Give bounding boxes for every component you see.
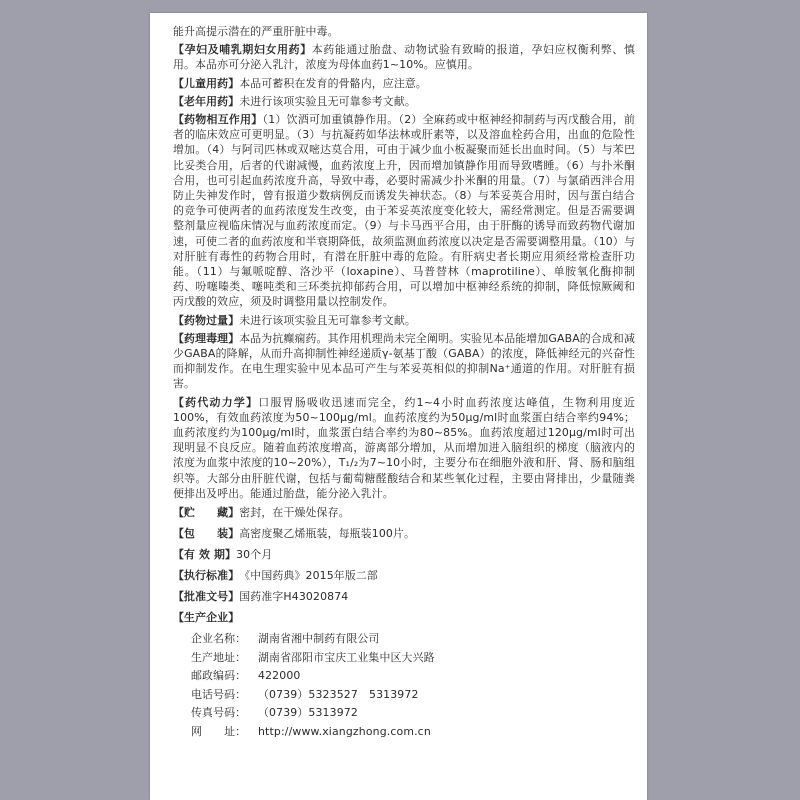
section-text: 密封，在干燥处保存。 [239,506,350,520]
section-elderly [173,94,635,109]
company-address-row [191,649,635,668]
section-label: 【执行标准】 [173,569,240,583]
section-label: 【贮 藏】 [173,506,240,520]
company-postcode-row [191,667,635,686]
section-label: 【孕妇及哺乳期妇女用药】 [173,43,312,57]
leaflet-content [173,24,635,741]
section-label: 【药代动力学】 [173,395,259,409]
section-text: 国药准字H43020874 [239,590,349,604]
field-value: （0739）5323527 5313972 [258,687,419,701]
field-label: 电话号码： [191,687,247,701]
section-label: 【批准文号】 [173,590,240,604]
section-text: 《中国药典》2015年版二部 [239,569,378,583]
section-interactions [173,112,635,310]
section-pharmacology [173,331,635,392]
section-overdose [173,313,635,328]
field-value: 湖南省湘中制药有限公司 [258,632,380,646]
section-pharmacokinetics [173,395,635,501]
field-label: 邮政编码： [191,669,247,683]
section-standard [173,567,635,585]
website-link: http://www.xiangzhong.com.cn [258,724,431,738]
section-label: 【包 装】 [173,527,240,541]
company-fax-row [191,704,635,723]
section-text: （1）饮酒可加重镇静作用。（2）全麻药或中枢神经抑制药与丙戊酸合用，前者的临床效应可更明显。（3）与抗凝药如华法林或肝素等，以及溶血栓药合用，出血的危险性增加。（4）与阿司匹林或双嘧达莫合用，可由于减少血小板凝聚而延长出血时间。（5）与苯巴比妥类合用，后者的代谢减慢，血药浓度上升，因而增加镇静作用而导致嗜睡。（6）与扑米酮合用，也可引起血药浓度升高，导致中毒，必要时需减少扑米酮的用量。（7）与氯硝西泮合用防止失神发作时，曾有报道少数病例反而诱发失神状态。（8）与苯妥英合用时，因与蛋白结合的竞争可使两者的血药浓度发生改变，由于苯妥英浓度变化较大，需经常测定。但是否需要调整剂量应视临床情况与血药浓度而定。（9）与卡马西平合用，由于肝酶的诱导而致药物代谢加速，可使二者的血药浓度和半衰期降低，故须监测血药浓度以决定是否需要调整用量。（10）与对肝脏有毒性的药物合用时，有潜在肝脏中毒的危险。有肝病史者长期应用须经常检查肝功能。（11）与氟哌啶醇、洛沙平（loxapine）、马普替林（maprotiline）、单胺氧化酶抑制药、吩噻嗪类、噻吨类和三环类抗抑郁药合用，可以增加中枢神经系统的抑制，降低惊厥阈和丙戊酸的效应，须及时调整用量以控制发作。 [173,113,635,309]
section-pregnancy [173,42,635,72]
section-text: 高密度聚乙烯瓶装，每瓶装100片。 [239,527,416,541]
intro-text: 能升高提示潜在的严重肝脏中毒。 [173,25,339,38]
section-label: 【药理毒理】 [173,331,240,345]
section-children [173,76,635,91]
field-value: 422000 [258,669,301,683]
section-validity [173,546,635,564]
field-label: 传真号码： [191,706,247,720]
section-text: 未进行该项实验且无可靠参考文献。 [239,94,416,108]
company-website-row [191,723,635,742]
section-text: 本品为抗癫痫药。其作用机理尚未完全阐明。实验见本品能增加GABA的合成和减少GABA的降解，从而升高抑制性神经递质γ-氨基丁酸（GABA）的浓度，降低神经元的兴奋性而抑制发作。在电生理实验中见本品可产生与苯妥英相似的抑制Na⁺通道的作用。对肝脏有损害。 [173,331,636,391]
field-label: 生产地址： [191,650,247,664]
section-text: 未进行该项实验且无可靠参考文献。 [239,313,416,327]
section-manufacturer [173,609,635,627]
section-label: 【儿童用药】 [173,76,240,90]
field-label: 网 址： [191,724,247,738]
company-info [191,630,635,741]
field-label: 企业名称： [191,632,247,646]
section-label: 【药物过量】 [173,313,240,327]
section-package [173,525,635,543]
section-label: 【有 效 期】 [173,548,237,562]
section-text: 本药能通过胎盘、动物试验有致畸的报道，孕妇应权衡利弊、慎用。本品亦可分泌入乳汁，浓度为母体血药1~10%。应慎用。 [173,43,636,72]
field-value: 湖南省邵阳市宝庆工业集中区大兴路 [258,650,435,664]
field-value: （0739）5313972 [258,706,358,720]
section-text: 口服胃肠吸收迅速而完全，约1~4小时血药浓度达峰值，生物利用度近100%，有效血药浓度为50~100μg/ml。血药浓度约为50μg/ml时血浆蛋白结合率约94%；血药浓度约为100μg/ml时，血浆蛋白结合率约为80~85%。血药浓度超过120μg/ml时可出现明显不良反应。随着血药浓度增高，游离部分增加，从而增加进入脑组织的梯度（脑液内的浓度为血浆中浓度的10~20%），T₁/₂为7~10小时，主要分布在细胞外液和肝、肾、肠和脑组织等。大部分由肝脏代谢，包括与葡萄糖醛酸结合和某些氧化过程，主要由肾排出，少量随粪便排出及呼出。能通过胎盘，能分泌入乳汁。 [173,395,635,500]
section-text: 30个月 [236,548,273,562]
company-name-row [191,630,635,649]
section-label: 【生产企业】 [173,611,240,625]
section-approval [173,588,635,606]
section-label: 【药物相互作用】 [173,113,263,127]
section-text: 本品可蓄积在发育的骨骼内，应注意。 [239,76,427,90]
section-storage [173,504,635,522]
company-phone-row [191,686,635,705]
section-label: 【老年用药】 [173,94,240,108]
